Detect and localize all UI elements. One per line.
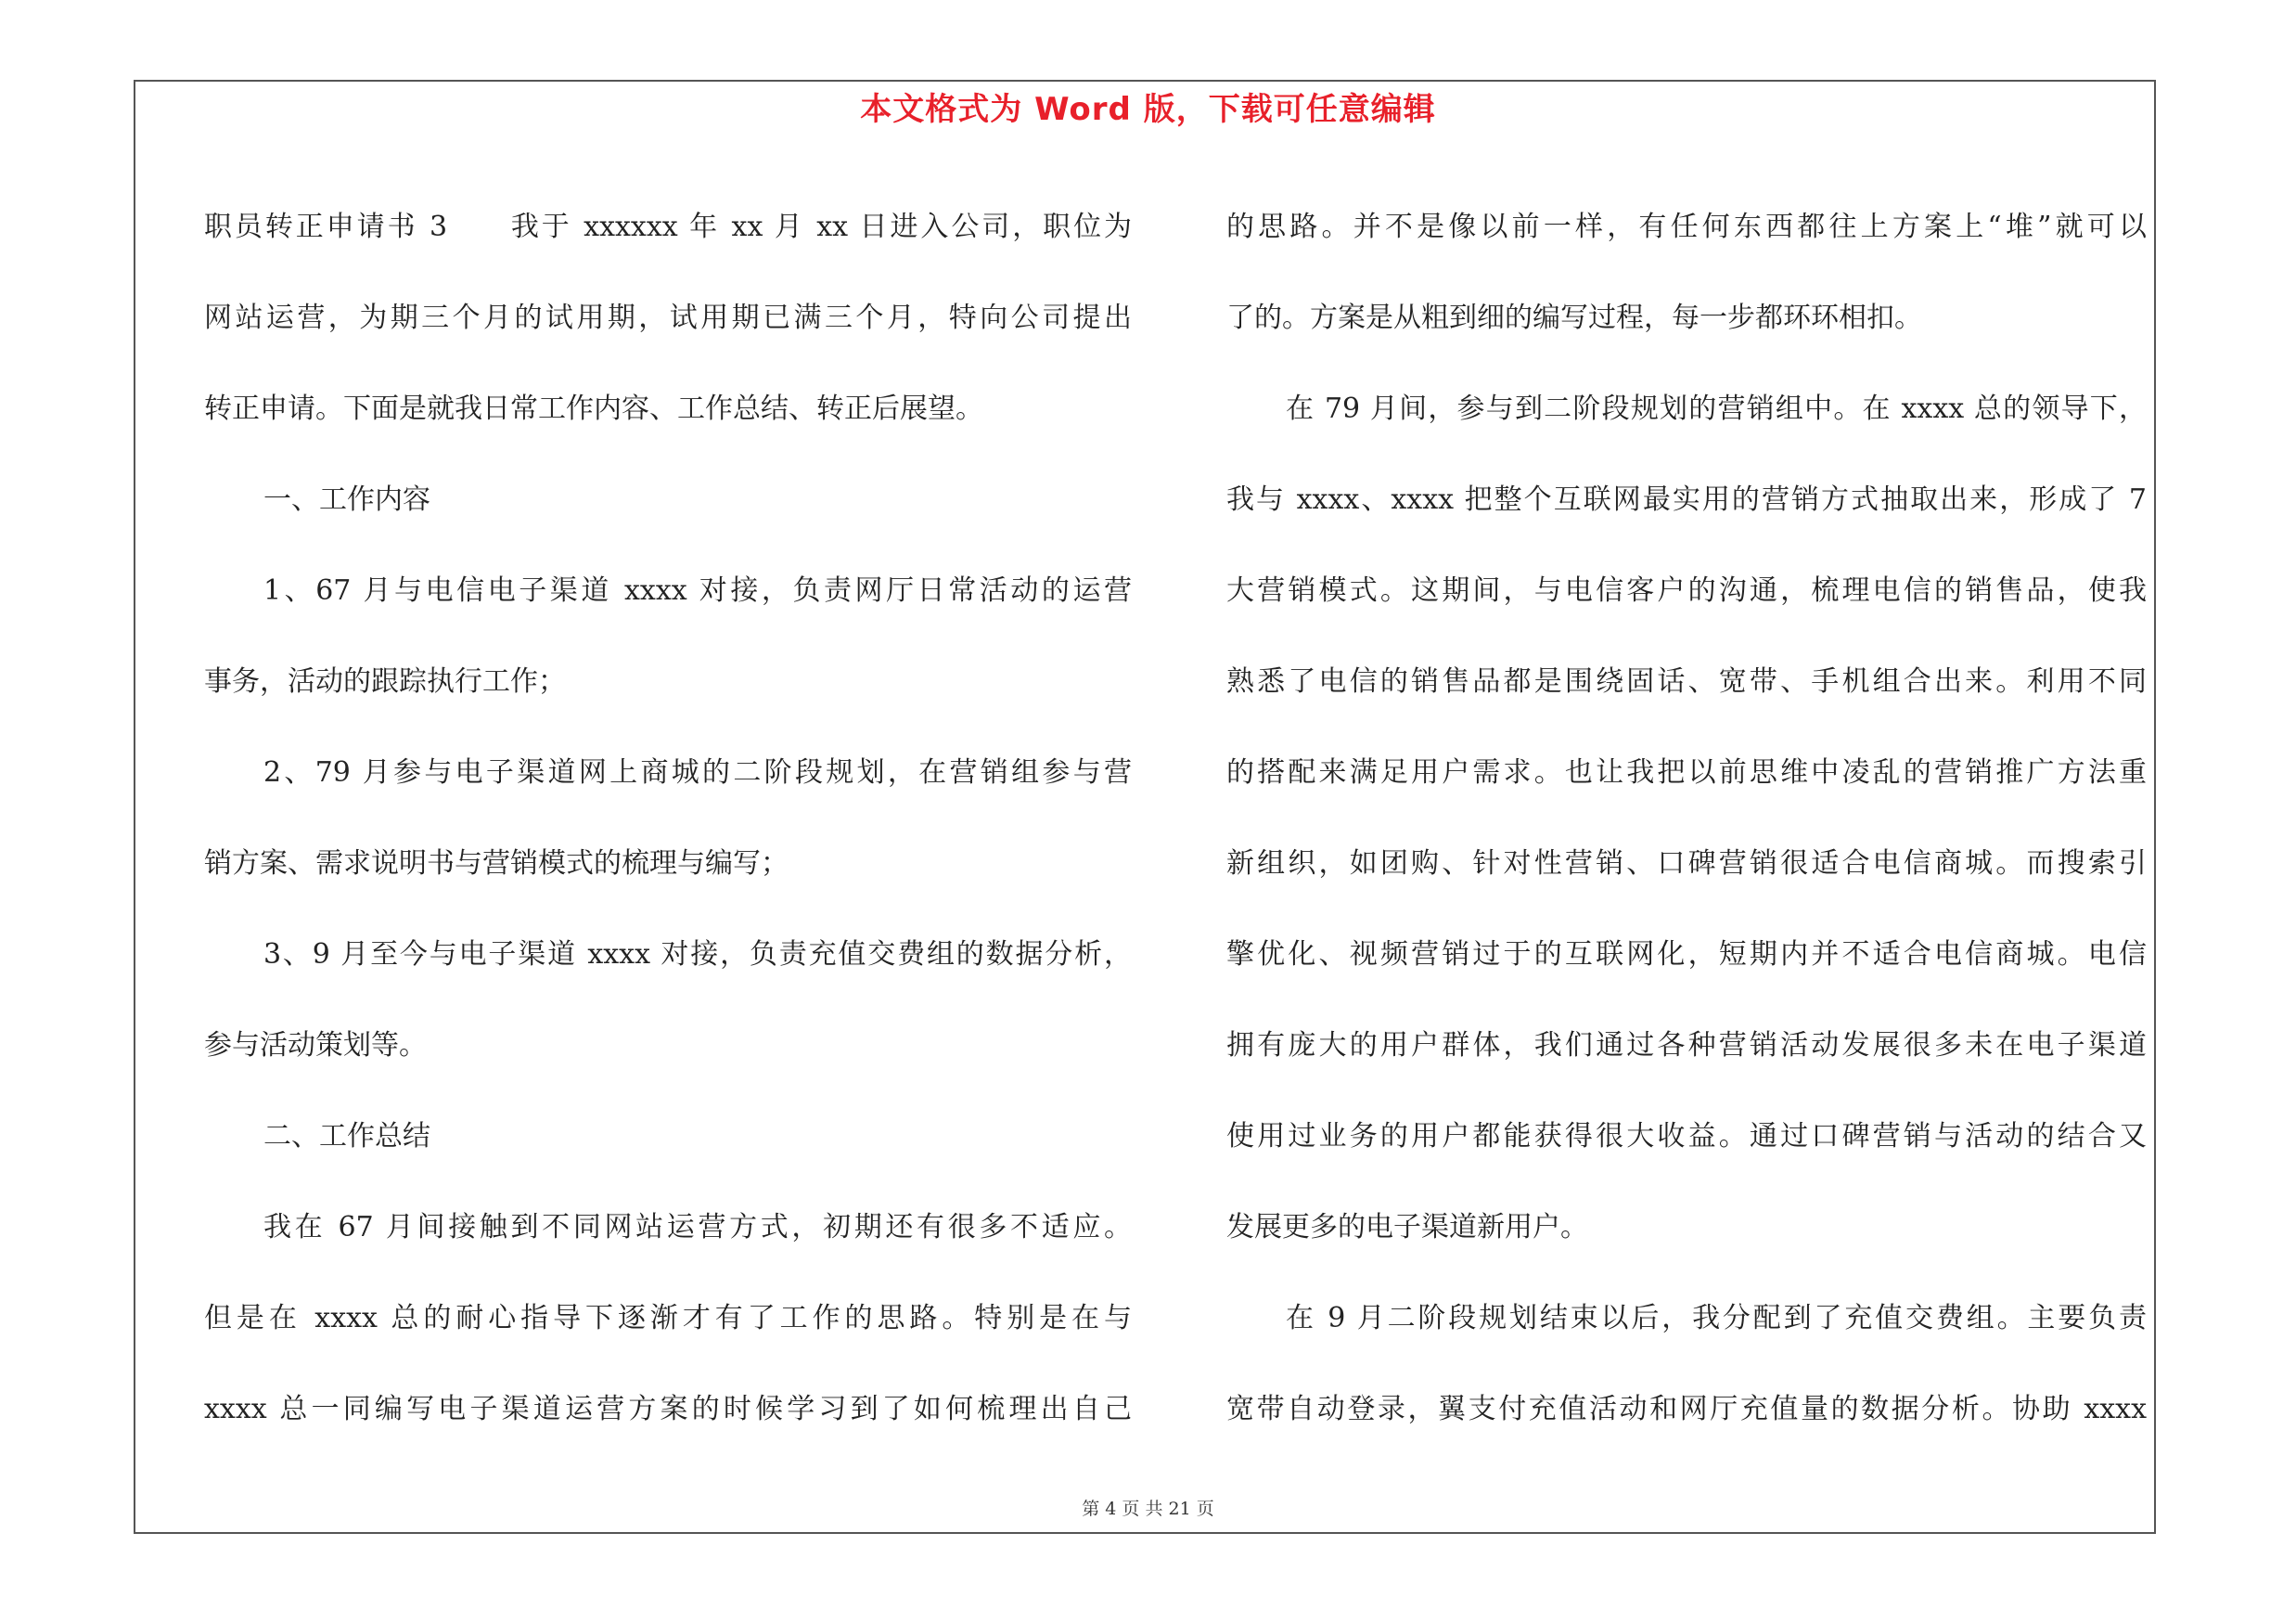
text-line: xxxx 总一同编写电子渠道运营方案的时候学习到了如何梳理出自己 <box>204 1393 1132 1425</box>
text-line: 发展更多的电子渠道新用户。 <box>1226 1211 1588 1243</box>
text-line: 网站运营，为期三个月的试用期，试用期已满三个月，特向公司提出 <box>204 302 1132 334</box>
page-number-footer: 第 4 页 共 21 页 <box>1082 1499 1214 1519</box>
text-line: 1、67 月与电信电子渠道 xxxx 对接，负责网厅日常活动的运营 <box>263 574 1132 607</box>
text-line: 的搭配来满足用户需求。也让我把以前思维中凌乱的营销推广方法重 <box>1226 756 2147 789</box>
text-line: 但是在 xxxx 总的耐心指导下逐渐才有了工作的思路。特别是在与 <box>204 1302 1132 1334</box>
text-line: 3、9 月至今与电子渠道 xxxx 对接，负责充值交费组的数据分析， <box>263 938 1132 971</box>
section-heading: 二、工作总结 <box>263 1120 430 1153</box>
text-line: 拥有庞大的用户群体，我们通过各种营销活动发展很多未在电子渠道 <box>1226 1029 2147 1062</box>
text-line: 宽带自动登录，翼支付充值活动和网厅充值量的数据分析。协助 xxxx <box>1226 1393 2147 1425</box>
text-line: 的思路。并不是像以前一样，有任何东西都往上方案上“堆”就可以 <box>1226 211 2147 243</box>
text-line: 参与活动策划等。 <box>204 1029 427 1062</box>
format-banner: 本文格式为 Word 版，下载可任意编辑 <box>860 91 1436 128</box>
section-heading: 一、工作内容 <box>263 483 430 516</box>
right-text-column <box>1226 182 2147 1455</box>
text-line: 事务，活动的跟踪执行工作； <box>204 665 566 698</box>
text-line: 了的。方案是从粗到细的编写过程，每一步都环环相扣。 <box>1226 302 1922 334</box>
left-text-column <box>204 182 1132 1455</box>
text-line: 新组织，如团购、针对性营销、口碑营销很适合电信商城。而搜索引 <box>1226 847 2147 880</box>
text-line: 擎优化、视频营销过于的互联网化，短期内并不适合电信商城。电信 <box>1226 938 2147 971</box>
text-line: 我在 67 月间接触到不同网站运营方式，初期还有很多不适应。 <box>263 1211 1132 1243</box>
text-line: 使用过业务的用户都能获得很大收益。通过口碑营销与活动的结合又 <box>1226 1120 2147 1153</box>
text-line: 2、79 月参与电子渠道网上商城的二阶段规划，在营销组参与营 <box>263 756 1132 789</box>
text-line: 转正申请。下面是就我日常工作内容、工作总结、转正后展望。 <box>204 393 983 425</box>
text-line: 销方案、需求说明书与营销模式的梳理与编写； <box>204 847 789 880</box>
text-line: 熟悉了电信的销售品都是围绕固话、宽带、手机组合出来。利用不同 <box>1226 665 2147 698</box>
text-line: 职员转正申请书 3 我于 xxxxxx 年 xx 月 xx 日进入公司，职位为 <box>204 211 1132 243</box>
text-line: 我与 xxxx、xxxx 把整个互联网最实用的营销方式抽取出来，形成了 7 <box>1226 483 2147 516</box>
text-line: 在 9 月二阶段规划结束以后，我分配到了充值交费组。主要负责 <box>1286 1302 2147 1334</box>
text-line: 在 79 月间，参与到二阶段规划的营销组中。在 xxxx 总的领导下， <box>1286 393 2147 425</box>
text-line: 大营销模式。这期间，与电信客户的沟通，梳理电信的销售品，使我 <box>1226 574 2147 607</box>
